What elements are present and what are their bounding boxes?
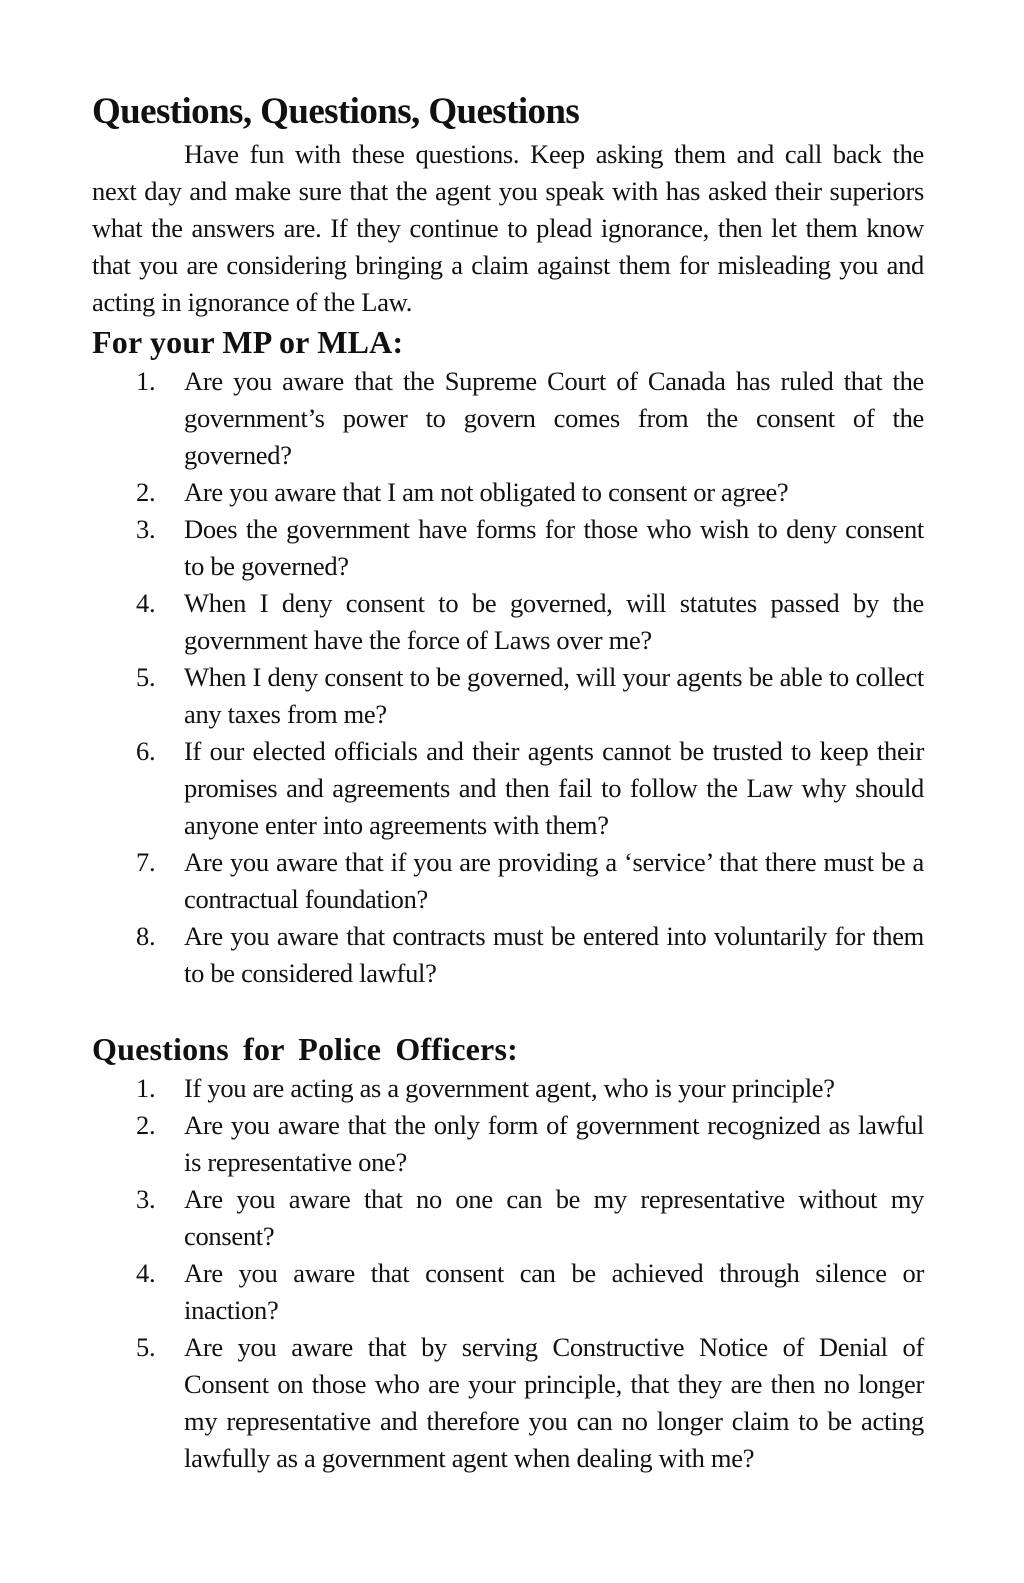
list-item bbox=[92, 733, 924, 844]
item-number: 4. bbox=[136, 588, 156, 618]
item-text: Are you aware that contracts must be entered into voluntarily for them to be considered lawful? bbox=[184, 921, 924, 988]
police-question-list bbox=[92, 1070, 924, 1477]
item-text: Are you aware that I am not obligated to consent or agree? bbox=[184, 477, 789, 507]
document-page bbox=[92, 88, 924, 1477]
list-item bbox=[92, 585, 924, 659]
item-number: 5. bbox=[136, 662, 156, 692]
item-text: Are you aware that the only form of government recognized as lawful is representative one? bbox=[184, 1110, 924, 1177]
item-text: Are you aware that no one can be my representative without my consent? bbox=[184, 1184, 924, 1251]
item-number: 3. bbox=[136, 514, 156, 544]
item-number: 3. bbox=[136, 1184, 156, 1214]
list-item bbox=[92, 474, 924, 511]
item-number: 5. bbox=[136, 1332, 156, 1362]
item-text: Does the government have forms for those who wish to deny consent to be governed? bbox=[184, 514, 924, 581]
item-number: 7. bbox=[136, 847, 156, 877]
list-item bbox=[92, 1070, 924, 1107]
item-number: 6. bbox=[136, 736, 156, 766]
item-text: If our elected officials and their agents cannot be trusted to keep their promises and agreements and then fail to follow the Law why should anyone enter into agreements with them? bbox=[184, 736, 924, 840]
list-item bbox=[92, 1181, 924, 1255]
list-item bbox=[92, 1329, 924, 1477]
item-number: 8. bbox=[136, 921, 156, 951]
mp-question-list bbox=[92, 363, 924, 992]
item-number: 1. bbox=[136, 1073, 156, 1103]
item-number: 2. bbox=[136, 1110, 156, 1140]
item-text: When I deny consent to be governed, will your agents be able to collect any taxes from me? bbox=[184, 662, 924, 729]
item-number: 2. bbox=[136, 477, 156, 507]
list-item bbox=[92, 659, 924, 733]
list-item bbox=[92, 1107, 924, 1181]
list-item bbox=[92, 844, 924, 918]
item-text: Are you aware that consent can be achieved through silence or inaction? bbox=[184, 1258, 924, 1325]
item-text: Are you aware that by serving Constructive Notice of Denial of Consent on those who are your principle, that they are then no longer my representative and therefore you can no longer claim to be acting lawfully as a government agent when dealing with me? bbox=[184, 1332, 924, 1473]
mp-section-title: For your MP or MLA: bbox=[92, 324, 404, 360]
list-item bbox=[92, 363, 924, 474]
list-item bbox=[92, 511, 924, 585]
item-number: 1. bbox=[136, 366, 156, 396]
police-section-title: Questions for Police Officers: bbox=[92, 1031, 518, 1067]
item-number: 4. bbox=[136, 1258, 156, 1288]
list-item bbox=[92, 1255, 924, 1329]
item-text: If you are acting as a government agent, who is your principle? bbox=[184, 1073, 835, 1103]
item-text: Are you aware that if you are providing a ‘service’ that there must be a contractual foundation? bbox=[184, 847, 924, 914]
intro-paragraph: Have fun with these questions. Keep asking them and call back the next day and make sure that the agent you speak with has asked their superiors what the answers are. If they continue to plead ignorance, then let them know that you are considering bringing a claim against them for misleading you and acting in ignorance of the Law. bbox=[92, 139, 924, 317]
item-text: When I deny consent to be governed, will statutes passed by the government have the force of Laws over me? bbox=[184, 588, 924, 655]
item-text: Are you aware that the Supreme Court of Canada has ruled that the government’s power to govern comes from the consent of the governed? bbox=[184, 366, 924, 470]
page-title: Questions, Questions, Questions bbox=[92, 91, 580, 132]
list-item bbox=[92, 918, 924, 992]
